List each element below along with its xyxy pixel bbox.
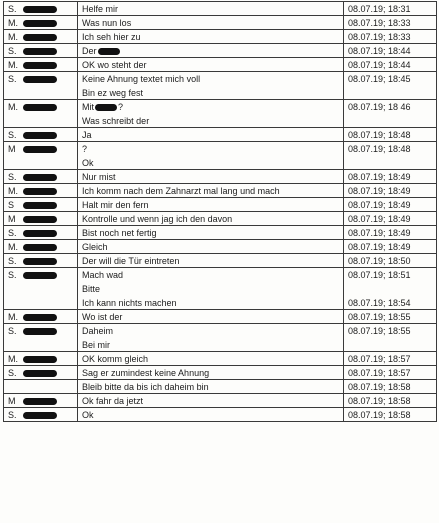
message-cell [78, 142, 344, 170]
message-line [82, 354, 339, 364]
timestamp: 08.07.19; 18:55 [348, 312, 411, 322]
message-line [82, 88, 339, 98]
message-line [82, 186, 339, 196]
message-row [4, 310, 437, 324]
timestamp: 08.07.19; 18:49 [348, 200, 411, 210]
message-row [4, 380, 437, 394]
message-line [82, 242, 339, 252]
message-line [82, 256, 339, 266]
sender-initial: M. [8, 354, 18, 364]
message-cell [78, 198, 344, 212]
message-line [82, 158, 339, 168]
message-line [82, 382, 339, 392]
message-line [82, 4, 339, 14]
sender-initial: S. [8, 74, 17, 84]
message-cell [78, 254, 344, 268]
message-line [82, 284, 339, 294]
message-cell [78, 58, 344, 72]
timestamp-cell [344, 2, 437, 16]
message-line [82, 270, 339, 280]
sender-cell [4, 184, 78, 198]
sender-cell [4, 226, 78, 240]
message-cell [78, 394, 344, 408]
message-line [82, 116, 339, 126]
timestamp: 08.07.19; 18:33 [348, 32, 411, 42]
timestamp: 08.07.19; 18 46 [348, 102, 411, 112]
redaction-bar [23, 62, 57, 69]
sender-cell [4, 16, 78, 30]
redaction-bar [23, 132, 57, 139]
redaction-bar [23, 34, 57, 41]
message-line [82, 368, 339, 378]
timestamp-cell [344, 324, 437, 352]
timestamp-cell [344, 240, 437, 254]
message-text: Halt mir den fern [82, 200, 149, 210]
message-line [82, 200, 339, 210]
message-text: Der will die Tür eintreten [82, 256, 180, 266]
message-cell [78, 380, 344, 394]
sender-cell [4, 142, 78, 170]
message-row [4, 268, 437, 310]
timestamp-cell [344, 254, 437, 268]
timestamp-cell [344, 352, 437, 366]
message-line [82, 144, 339, 154]
sender-initial: S. [8, 130, 17, 140]
message-cell [78, 30, 344, 44]
sender-cell [4, 394, 78, 408]
timestamp-cell [344, 100, 437, 128]
message-line [82, 340, 339, 350]
message-text: Nur mist [82, 172, 116, 182]
message-cell [78, 100, 344, 128]
sender-initial: M. [8, 312, 18, 322]
message-text: Sag er zumindest keine Ahnung [82, 368, 210, 378]
message-text: Mit [82, 102, 94, 112]
sender-cell [4, 212, 78, 226]
sender-cell [4, 100, 78, 128]
message-line [82, 214, 339, 224]
message-text: Ich seh hier zu [82, 32, 141, 42]
message-row [4, 198, 437, 212]
message-line [82, 18, 339, 28]
redaction-bar [23, 188, 57, 195]
timestamp: 08.07.19; 18:58 [348, 410, 411, 420]
sender-cell [4, 2, 78, 16]
timestamp: 08.07.19; 18:48 [348, 144, 411, 154]
message-text: Bin ez weg fest [82, 88, 144, 98]
timestamp: 08.07.19; 18:54 [348, 298, 411, 308]
message-row [4, 58, 437, 72]
sender-cell [4, 198, 78, 212]
sender-cell [4, 58, 78, 72]
timestamp-cell [344, 394, 437, 408]
timestamp: 08.07.19; 18:49 [348, 172, 411, 182]
redaction-bar [23, 76, 57, 83]
message-line [82, 130, 339, 140]
sender-initial: S. [8, 410, 17, 420]
timestamp-cell [344, 408, 437, 422]
message-cell [78, 268, 344, 310]
redaction-bar [23, 174, 57, 181]
message-log-body [4, 2, 437, 422]
message-text: Bitte [82, 284, 101, 294]
timestamp: 08.07.19; 18:31 [348, 4, 411, 14]
message-text: OK komm gleich [82, 354, 149, 364]
message-row [4, 254, 437, 268]
message-row [4, 408, 437, 422]
message-text: Daheim [82, 326, 114, 336]
message-cell [78, 16, 344, 30]
message-cell [78, 352, 344, 366]
sender-cell [4, 408, 78, 422]
redaction-bar [23, 202, 57, 209]
timestamp: 08.07.19; 18:48 [348, 130, 411, 140]
message-text: Was schreibt der [82, 116, 150, 126]
redaction-bar [23, 20, 57, 27]
message-row [4, 2, 437, 16]
sender-initial: M. [8, 32, 18, 42]
message-cell [78, 366, 344, 380]
sender-initial: M. [8, 18, 18, 28]
timestamp-cell [344, 268, 437, 310]
timestamp-cell [344, 142, 437, 170]
timestamp-cell [344, 170, 437, 184]
timestamp: 08.07.19; 18:58 [348, 396, 411, 406]
redaction-bar [23, 272, 57, 279]
sender-initial: S. [8, 4, 17, 14]
redaction-bar [23, 258, 57, 265]
redaction-bar [23, 356, 57, 363]
message-row [4, 16, 437, 30]
redaction-bar [23, 146, 57, 153]
redaction-bar [23, 104, 57, 111]
timestamp-cell [344, 212, 437, 226]
redaction-bar [23, 370, 57, 377]
timestamp-cell [344, 128, 437, 142]
message-cell [78, 170, 344, 184]
message-line [82, 396, 339, 406]
timestamp-cell [344, 198, 437, 212]
sender-initial: S [8, 200, 15, 210]
redaction-bar [23, 230, 57, 237]
message-row [4, 212, 437, 226]
message-line [82, 298, 339, 308]
message-cell [78, 212, 344, 226]
message-cell [78, 44, 344, 58]
timestamp: 08.07.19; 18:44 [348, 46, 411, 56]
redaction-bar [23, 412, 57, 419]
message-text: Bist noch net fertig [82, 228, 157, 238]
redaction-bar [23, 328, 57, 335]
message-row [4, 366, 437, 380]
message-row [4, 184, 437, 198]
timestamp-cell [344, 58, 437, 72]
sender-initial: M [8, 396, 16, 406]
message-line [82, 102, 339, 112]
timestamp-cell [344, 44, 437, 58]
message-text: ? [82, 144, 88, 154]
message-text: Gleich [82, 242, 108, 252]
timestamp: 08.07.19; 18:58 [348, 382, 411, 392]
timestamp: 08.07.19; 18:49 [348, 214, 411, 224]
message-text: Ok [82, 410, 94, 420]
timestamp: 08.07.19; 18:51 [348, 270, 411, 280]
message-line [82, 410, 339, 420]
redaction-bar [98, 48, 120, 55]
timestamp-cell [344, 310, 437, 324]
sender-initial: S. [8, 228, 17, 238]
timestamp: 08.07.19; 18:57 [348, 354, 411, 364]
message-text: Helfe mir [82, 4, 119, 14]
message-line [82, 312, 339, 322]
redaction-bar [95, 104, 117, 111]
message-text: Ok [82, 158, 94, 168]
message-text: Kontrolle und wenn jag ich den davon [82, 214, 233, 224]
message-text: OK wo steht der [82, 60, 147, 70]
message-cell [78, 128, 344, 142]
timestamp-cell [344, 16, 437, 30]
timestamp: 08.07.19; 18:49 [348, 242, 411, 252]
sender-cell [4, 44, 78, 58]
sender-initial: M. [8, 60, 18, 70]
timestamp-cell [344, 226, 437, 240]
message-text: Mach wad [82, 270, 124, 280]
sender-cell [4, 240, 78, 254]
sender-initial: S. [8, 326, 17, 336]
message-row [4, 394, 437, 408]
sender-cell [4, 72, 78, 100]
message-text: Wo ist der [82, 312, 123, 322]
timestamp-cell [344, 366, 437, 380]
message-line [82, 172, 339, 182]
message-row [4, 170, 437, 184]
message-row [4, 226, 437, 240]
message-line [82, 60, 339, 70]
sender-cell [4, 268, 78, 310]
timestamp-cell [344, 30, 437, 44]
sender-initial: S. [8, 256, 17, 266]
timestamp: 08.07.19; 18:49 [348, 186, 411, 196]
sender-initial: M. [8, 242, 18, 252]
sender-cell [4, 254, 78, 268]
timestamp-cell [344, 72, 437, 100]
message-text: Was nun los [82, 18, 132, 28]
message-row [4, 30, 437, 44]
timestamp: 08.07.19; 18:44 [348, 60, 411, 70]
sender-cell [4, 324, 78, 352]
timestamp: 08.07.19; 18:33 [348, 18, 411, 28]
message-text: Ich komm nach dem Zahnarzt mal lang und mach [82, 186, 280, 196]
sender-initial: S. [8, 46, 17, 56]
sender-initial: S. [8, 270, 17, 280]
message-cell [78, 408, 344, 422]
message-text: Bei mir [82, 340, 111, 350]
message-text: ? [118, 102, 124, 112]
message-row [4, 142, 437, 170]
message-text: Ja [82, 130, 92, 140]
message-line [82, 228, 339, 238]
timestamp-cell [344, 184, 437, 198]
message-row [4, 324, 437, 352]
message-cell [78, 184, 344, 198]
sender-initial: M [8, 144, 16, 154]
timestamp: 08.07.19; 18:45 [348, 74, 411, 84]
sender-initial: M. [8, 186, 18, 196]
timestamp: 08.07.19; 18:50 [348, 256, 411, 266]
message-row [4, 100, 437, 128]
message-text: Der [82, 46, 97, 56]
timestamp: 08.07.19; 18:55 [348, 326, 411, 336]
sender-initial: M [8, 214, 16, 224]
message-row [4, 352, 437, 366]
timestamp: 08.07.19; 18:49 [348, 228, 411, 238]
message-line [82, 46, 339, 56]
redaction-bar [23, 216, 57, 223]
sender-cell [4, 380, 78, 394]
message-row [4, 72, 437, 100]
message-cell [78, 324, 344, 352]
sender-cell [4, 30, 78, 44]
message-text: Bleib bitte da bis ich daheim bin [82, 382, 209, 392]
message-line [82, 326, 339, 336]
redaction-bar [23, 48, 57, 55]
message-log-table [3, 1, 437, 422]
sender-cell [4, 352, 78, 366]
sender-initial: M. [8, 102, 18, 112]
sender-initial: S. [8, 172, 17, 182]
message-cell [78, 226, 344, 240]
timestamp-cell [344, 380, 437, 394]
sender-cell [4, 366, 78, 380]
redaction-bar [23, 314, 57, 321]
message-line [82, 32, 339, 42]
message-cell [78, 240, 344, 254]
message-row [4, 128, 437, 142]
timestamp-spacer [348, 284, 432, 294]
redaction-bar [23, 398, 57, 405]
message-row [4, 44, 437, 58]
message-text: Ok fahr da jetzt [82, 396, 144, 406]
message-cell [78, 310, 344, 324]
redaction-bar [23, 6, 57, 13]
sender-cell [4, 170, 78, 184]
message-text: Keine Ahnung textet mich voll [82, 74, 201, 84]
redaction-bar [23, 244, 57, 251]
sender-cell [4, 128, 78, 142]
sender-cell [4, 310, 78, 324]
message-line [82, 74, 339, 84]
message-text: Ich kann nichts machen [82, 298, 177, 308]
message-cell [78, 72, 344, 100]
message-cell [78, 2, 344, 16]
sender-initial: S. [8, 368, 17, 378]
message-row [4, 240, 437, 254]
timestamp: 08.07.19; 18:57 [348, 368, 411, 378]
